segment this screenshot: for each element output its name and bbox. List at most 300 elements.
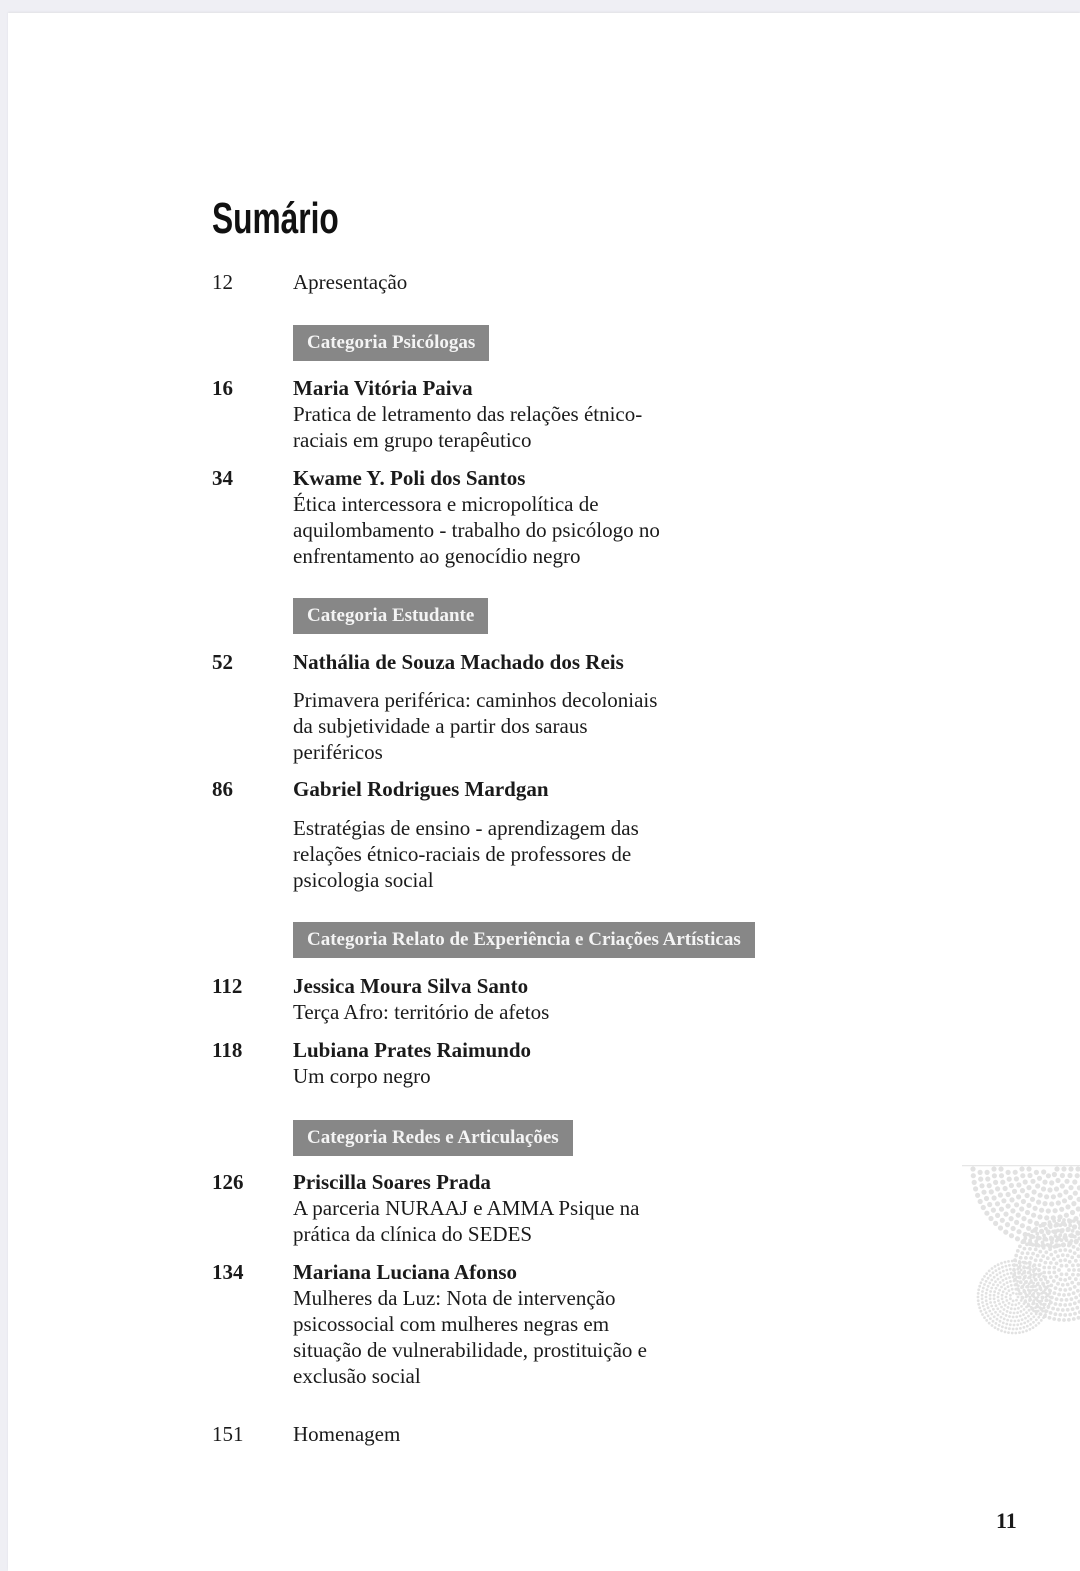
decoration-dot	[1076, 1206, 1080, 1211]
decoration-dot	[1053, 1291, 1057, 1295]
decoration-dot	[1068, 1276, 1072, 1280]
decoration-dot	[1034, 1221, 1039, 1226]
decoration-dot	[1023, 1289, 1026, 1292]
decoration-dot	[1000, 1316, 1003, 1319]
decoration-dot	[1035, 1319, 1038, 1322]
decoration-dot	[1044, 1194, 1049, 1199]
decoration-dot	[1067, 1244, 1071, 1248]
decoration-dot	[1023, 1322, 1026, 1325]
decoration-dot	[1034, 1170, 1039, 1175]
decoration-dot	[991, 1208, 996, 1213]
decoration-dot	[1066, 1228, 1070, 1232]
decoration-dot	[1018, 1289, 1021, 1292]
decoration-dot	[1049, 1253, 1053, 1257]
decoration-dot	[1040, 1319, 1043, 1322]
document-page	[8, 13, 1080, 1571]
decoration-dot	[1032, 1276, 1035, 1279]
decoration-dot	[1011, 1226, 1016, 1231]
decoration-dot	[983, 1283, 986, 1286]
decoration-dot	[1049, 1275, 1053, 1279]
decoration-dot	[1051, 1307, 1055, 1311]
decoration-dot	[1010, 1284, 1013, 1287]
decoration-dot	[1015, 1315, 1018, 1318]
decoration-dot	[999, 1320, 1002, 1323]
toc-entry-title-line: A parceria NURAAJ e AMMA Psique na	[293, 1196, 640, 1220]
decoration-dot	[1017, 1307, 1020, 1310]
decoration-dot	[1003, 1318, 1006, 1321]
decoration-dot	[1044, 1227, 1048, 1231]
decoration-dot	[1020, 1305, 1023, 1308]
decoration-dot	[1063, 1278, 1067, 1282]
decoration-dot	[1044, 1278, 1047, 1281]
decoration-dot	[1035, 1273, 1038, 1276]
decoration-dot	[1009, 1297, 1012, 1300]
decoration-dot	[1068, 1303, 1072, 1307]
toc-entry-title-line: periféricos	[293, 740, 383, 764]
toc-page-number[interactable]: 52	[212, 650, 233, 674]
toc-entry-title-line: prática da clínica do SEDES	[293, 1222, 533, 1246]
decoration-dot	[1073, 1301, 1077, 1305]
decoration-dot	[1038, 1263, 1042, 1267]
decoration-dot	[1021, 1199, 1026, 1204]
decoration-dot	[1051, 1230, 1055, 1234]
decoration-dot	[1046, 1281, 1049, 1284]
decoration-dot	[1009, 1216, 1014, 1221]
decoration-dot	[1009, 1323, 1012, 1326]
decoration-dot	[1063, 1189, 1068, 1194]
decoration-dot	[1006, 1273, 1009, 1276]
decoration-dot	[1019, 1206, 1024, 1211]
decoration-dot	[1006, 1170, 1011, 1175]
toc-entry-author[interactable]: Priscilla Soares Prada	[293, 1170, 491, 1194]
toc-entry-title-line: psicossocial com mulheres negras em	[293, 1312, 610, 1336]
decoration-dot	[1025, 1193, 1030, 1198]
decoration-dot	[1023, 1270, 1026, 1273]
decoration-dot	[1016, 1280, 1019, 1283]
decoration-dot	[982, 1287, 985, 1290]
decoration-dot	[1030, 1318, 1033, 1321]
decoration-dot	[986, 1303, 989, 1306]
decoration-dot	[988, 1282, 991, 1285]
decoration-dot	[1028, 1239, 1032, 1243]
toc-page-number[interactable]: 134	[212, 1260, 244, 1284]
decoration-dot	[1029, 1323, 1032, 1326]
decoration-dot	[975, 1193, 980, 1198]
decoration-dot	[1077, 1197, 1080, 1202]
decoration-dot	[1061, 1228, 1065, 1232]
decoration-dot	[1038, 1250, 1042, 1254]
decoration-dot	[998, 1324, 1001, 1327]
decoration-dot	[978, 1170, 983, 1175]
decoration-dot	[1067, 1318, 1071, 1322]
decoration-dot	[1063, 1233, 1067, 1237]
toc-entry-author[interactable]: Mariana Luciana Afonso	[293, 1260, 518, 1284]
decoration-dot	[1042, 1266, 1046, 1270]
decoration-dot	[1026, 1166, 1031, 1171]
decoration-dot	[1068, 1185, 1073, 1190]
decoration-dot	[1018, 1302, 1021, 1305]
decoration-dot	[1014, 1308, 1017, 1311]
decoration-dot	[1042, 1201, 1047, 1206]
decoration-dot	[1029, 1328, 1032, 1331]
toc-entry-author[interactable]: Maria Vitória Paiva	[293, 376, 473, 400]
toc-entry-author[interactable]: Nathália de Souza Machado dos Reis	[293, 650, 624, 674]
decoration-dot	[1040, 1288, 1043, 1291]
decoration-dot	[987, 1202, 992, 1207]
decoration-dot	[998, 1267, 1001, 1270]
decoration-dot	[1040, 1299, 1043, 1302]
decoration-dot	[1048, 1303, 1051, 1306]
decoration-dot	[1043, 1222, 1047, 1226]
decoration-dot	[1019, 1264, 1022, 1267]
decoration-dot	[1055, 1178, 1060, 1183]
decoration-dot	[1053, 1245, 1057, 1249]
decoration-dot	[1005, 1265, 1008, 1268]
decoration-dot	[1020, 1251, 1024, 1255]
decoration-dot	[1023, 1247, 1027, 1251]
toc-entry-title-line: exclusão social	[293, 1364, 421, 1388]
decoration-dot	[1032, 1299, 1035, 1302]
decoration-dot	[1051, 1194, 1056, 1199]
decoration-dot	[1072, 1268, 1076, 1272]
decoration-dot	[1052, 1219, 1056, 1223]
decoration-dot	[1072, 1179, 1077, 1184]
decoration-dot	[1073, 1235, 1077, 1239]
decoration-dot	[995, 1304, 998, 1307]
toc-entry-title-line: Estratégias de ensino - aprendizagem das	[293, 816, 639, 840]
decoration-dot	[981, 1278, 984, 1281]
decoration-dot	[1021, 1240, 1025, 1244]
decoration-dot	[990, 1305, 993, 1308]
toc-page-number[interactable]: 126	[212, 1170, 244, 1194]
decoration-dot	[1068, 1166, 1073, 1171]
decoration-dot	[1054, 1186, 1059, 1191]
decoration-dot	[1016, 1311, 1019, 1314]
toc-page-number[interactable]: 86	[212, 777, 233, 801]
decoration-dot	[1036, 1292, 1039, 1295]
decoration-dot	[980, 1281, 983, 1284]
decoration-dot	[1055, 1262, 1059, 1266]
decoration-dot	[1032, 1265, 1035, 1268]
decoration-dot	[1019, 1277, 1022, 1280]
decoration-dot	[1001, 1325, 1004, 1328]
decoration-dot	[1035, 1183, 1040, 1188]
decoration-dot	[1000, 1286, 1003, 1289]
decoration-dot	[1060, 1264, 1064, 1268]
decoration-dot	[1066, 1308, 1070, 1312]
decoration-dot	[1062, 1218, 1066, 1222]
decoration-dot	[1020, 1173, 1025, 1178]
decoration-dot	[1076, 1263, 1080, 1267]
decoration-dot	[991, 1166, 996, 1171]
decoration-dot	[994, 1265, 997, 1268]
decoration-dot	[977, 1303, 980, 1306]
decoration-dot	[1021, 1273, 1024, 1276]
decoration-dot	[1020, 1269, 1023, 1272]
decoration-dot	[1071, 1264, 1075, 1268]
decoration-dot	[1060, 1298, 1064, 1302]
decoration-dot	[1008, 1289, 1011, 1292]
decoration-dot	[1004, 1331, 1007, 1334]
toc-page-number[interactable]: 151	[212, 1422, 244, 1446]
decoration-dot	[1050, 1241, 1054, 1245]
decoration-dot	[993, 1301, 996, 1304]
decoration-dot	[1063, 1223, 1067, 1227]
decoration-dot	[1023, 1302, 1026, 1305]
decoration-dot	[1013, 1280, 1016, 1283]
decoration-dot	[1016, 1213, 1021, 1218]
decoration-dot	[997, 1296, 1000, 1299]
decoration-dot	[999, 1281, 1002, 1284]
decoration-dot	[1060, 1173, 1065, 1178]
decoration-dot	[1065, 1272, 1069, 1276]
decoration-dot	[992, 1271, 995, 1274]
decoration-dot	[1039, 1306, 1042, 1309]
decoration-dot	[1041, 1254, 1045, 1258]
decoration-dot	[990, 1313, 993, 1316]
decoration-dot	[982, 1305, 985, 1308]
decoration-dot	[1023, 1179, 1028, 1184]
decoration-dot	[980, 1310, 983, 1313]
decoration-dot	[1009, 1294, 1012, 1297]
decoration-dot	[1018, 1331, 1021, 1334]
decoration-dot	[1059, 1278, 1063, 1282]
decoration-dot	[1016, 1268, 1019, 1271]
decoration-dot	[1027, 1277, 1030, 1280]
toc-page-number[interactable]: 16	[212, 376, 233, 400]
decoration-dot	[1058, 1303, 1062, 1307]
decoration-dot	[1036, 1254, 1040, 1258]
decoration-dot	[992, 1283, 995, 1286]
decoration-dot	[989, 1274, 992, 1277]
decoration-dot	[1015, 1299, 1018, 1302]
decoration-dot	[1035, 1313, 1038, 1316]
decoration-dot	[1039, 1208, 1044, 1213]
decoration-dot	[1044, 1292, 1047, 1295]
decoration-dot	[1013, 1170, 1018, 1175]
decoration-dot	[1032, 1270, 1035, 1273]
decoration-dot	[1034, 1285, 1037, 1288]
decoration-dot	[1046, 1173, 1051, 1178]
toc-entry-author[interactable]: Lubiana Prates Raimundo	[293, 1038, 532, 1062]
decoration-dot	[981, 1297, 984, 1300]
decoration-dot	[1052, 1266, 1056, 1270]
decoration-dot	[1055, 1239, 1059, 1243]
decoration-dot	[1044, 1215, 1049, 1220]
decoration-dot	[1020, 1188, 1025, 1193]
decoration-dot	[996, 1273, 999, 1276]
decoration-dot	[1049, 1236, 1053, 1240]
toc-page-number[interactable]: 118	[212, 1038, 243, 1062]
decoration-dot	[1005, 1292, 1008, 1295]
decoration-dot	[1012, 1264, 1015, 1267]
decoration-dot	[1047, 1306, 1050, 1309]
toc-entry-author[interactable]: Jessica Moura Silva Santo	[293, 974, 529, 998]
decoration-dot	[1012, 1276, 1015, 1279]
decoration-dot	[1013, 1324, 1016, 1327]
page-number: 11	[996, 1508, 1017, 1533]
toc-entry-title-line: enfrentamento ao genocídio negro	[293, 544, 581, 568]
decoration-dot	[985, 1296, 988, 1299]
decoration-dot	[1026, 1267, 1029, 1270]
decoration-dot	[1037, 1214, 1042, 1219]
toc-page-number[interactable]: 34	[212, 466, 233, 490]
decoration-dot	[1008, 1315, 1011, 1318]
decoration-dot	[1034, 1227, 1038, 1231]
decoration-dot	[1048, 1247, 1052, 1251]
decoration-dot	[1011, 1303, 1014, 1306]
toc-entry-author[interactable]: Gabriel Rodrigues Mardgan	[293, 777, 549, 801]
decoration-dot	[1028, 1219, 1033, 1224]
decoration-dot	[1063, 1303, 1067, 1307]
decoration-dot	[1057, 1244, 1061, 1248]
decoration-dot	[1014, 1260, 1017, 1263]
decoration-dot	[1047, 1266, 1051, 1270]
decoration-dot	[1013, 1268, 1016, 1271]
decoration-dot	[1027, 1320, 1030, 1323]
decoration-dot	[1072, 1219, 1076, 1223]
decoration-dot	[1057, 1293, 1061, 1297]
decoration-dot	[1035, 1324, 1038, 1327]
decoration-dot	[999, 1271, 1002, 1274]
decoration-dot	[1049, 1284, 1053, 1288]
decoration-dot	[995, 1269, 998, 1272]
decoration-dot	[973, 1186, 978, 1191]
decoration-dot	[1049, 1180, 1054, 1185]
decoration-dot	[981, 1290, 984, 1293]
decoration-dot	[1075, 1306, 1079, 1310]
decoration-dot	[993, 1290, 996, 1293]
decoration-dot	[1000, 1218, 1005, 1223]
decoration-dot	[1006, 1192, 1011, 1197]
decoration-dot	[1022, 1331, 1025, 1334]
decoration-dot	[993, 1294, 996, 1297]
decoration-dot	[1034, 1239, 1038, 1243]
decoration-dot	[1020, 1299, 1023, 1302]
decoration-dot	[1049, 1201, 1054, 1206]
decoration-dot	[1020, 1281, 1023, 1284]
decoration-dot	[1005, 1277, 1008, 1280]
decoration-dot	[1037, 1176, 1042, 1181]
decoration-dot	[1025, 1296, 1028, 1299]
decoration-dot	[1057, 1218, 1061, 1222]
decoration-dot	[1012, 1300, 1015, 1303]
decoration-dot	[1021, 1296, 1024, 1299]
decoration-dot	[1055, 1297, 1059, 1301]
toc-closing-label[interactable]: Homenagem	[293, 1422, 401, 1446]
decoration-dot	[1011, 1260, 1014, 1263]
decoration-dot	[1014, 1220, 1019, 1225]
decoration-dot	[1060, 1272, 1064, 1276]
decoration-dot	[988, 1322, 991, 1325]
decoration-dot	[977, 1296, 980, 1299]
decoration-dot	[1025, 1306, 1028, 1309]
decoration-dot	[1032, 1282, 1035, 1285]
decoration-dot	[1034, 1258, 1038, 1262]
decoration-dot	[1026, 1185, 1031, 1190]
decoration-dot	[1003, 1283, 1006, 1286]
decoration-dot	[1062, 1318, 1066, 1322]
decoration-dot	[988, 1270, 991, 1273]
decoration-dot	[1041, 1282, 1044, 1285]
decoration-dot	[1054, 1234, 1058, 1238]
decoration-dot	[1054, 1302, 1058, 1306]
toc-entry-author[interactable]: Kwame Y. Poli dos Santos	[293, 466, 526, 490]
decoration-dot	[1048, 1288, 1051, 1291]
toc-entry-title-line: Pratica de letramento das relações étnico-	[293, 402, 643, 426]
decoration-dot	[985, 1280, 988, 1283]
toc-page-number[interactable]: 12	[212, 270, 233, 294]
decoration-dot	[1009, 1197, 1014, 1202]
decoration-dot	[1023, 1236, 1027, 1240]
decoration-dot	[1016, 1323, 1019, 1326]
decoration-dot	[1000, 1306, 1003, 1309]
decoration-dot	[1071, 1273, 1075, 1277]
decoration-dot	[1030, 1285, 1033, 1288]
decoration-dot	[984, 1211, 989, 1216]
decoration-dot	[986, 1288, 989, 1291]
decoration-dot	[1001, 1198, 1006, 1203]
decoration-dot	[1005, 1314, 1008, 1317]
toc-intro-label[interactable]: Apresentação	[293, 270, 408, 294]
decoration-dot	[1068, 1287, 1072, 1291]
decoration-dot	[1056, 1254, 1060, 1258]
decoration-dot	[1058, 1233, 1062, 1237]
decoration-dot	[1002, 1270, 1005, 1273]
decoration-dot	[995, 1201, 1000, 1206]
decoration-dot	[1049, 1311, 1053, 1315]
decoration-dot	[1023, 1326, 1026, 1329]
decoration-dot	[1058, 1288, 1062, 1292]
decoration-dot	[1042, 1275, 1045, 1278]
decoration-dot	[987, 1314, 990, 1317]
toc-page-number[interactable]: 112	[212, 974, 243, 998]
decoration-dot	[1030, 1306, 1033, 1309]
toc-entry-title-line: Um corpo negro	[293, 1064, 431, 1088]
decoration-dot	[987, 1183, 992, 1188]
decoration-dot	[988, 1216, 993, 1221]
decoration-dot	[1010, 1272, 1013, 1275]
decoration-dot	[1037, 1310, 1040, 1313]
decoration-dot	[1039, 1259, 1043, 1263]
decoration-dot	[991, 1324, 994, 1327]
decoration-dot	[991, 1267, 994, 1270]
decoration-dot	[985, 1311, 988, 1314]
decoration-dot	[977, 1288, 980, 1291]
decoration-dot	[1014, 1254, 1018, 1258]
decoration-dot	[1068, 1260, 1072, 1264]
decoration-dot	[1047, 1187, 1052, 1192]
decoration-dot	[1004, 1304, 1007, 1307]
decoration-dot	[1014, 1320, 1017, 1323]
decoration-dot	[1010, 1319, 1013, 1322]
decoration-dot	[983, 1275, 986, 1278]
decoration-dot	[1073, 1251, 1077, 1255]
decoration-dot	[989, 1297, 992, 1300]
decoration-dot	[1041, 1241, 1045, 1245]
decoration-dot	[1036, 1288, 1039, 1291]
decoration-dot	[1061, 1253, 1065, 1257]
decoration-dot	[1027, 1303, 1030, 1306]
decoration-dot	[1074, 1259, 1078, 1263]
decoration-dot	[1032, 1235, 1036, 1239]
decoration-dot	[1037, 1316, 1040, 1319]
decoration-dot	[995, 1186, 1000, 1191]
decoration-dot	[1070, 1256, 1074, 1260]
decoration-dot	[1046, 1243, 1050, 1247]
decoration-dot	[1010, 1208, 1015, 1213]
decoration-dot	[970, 1166, 975, 1171]
